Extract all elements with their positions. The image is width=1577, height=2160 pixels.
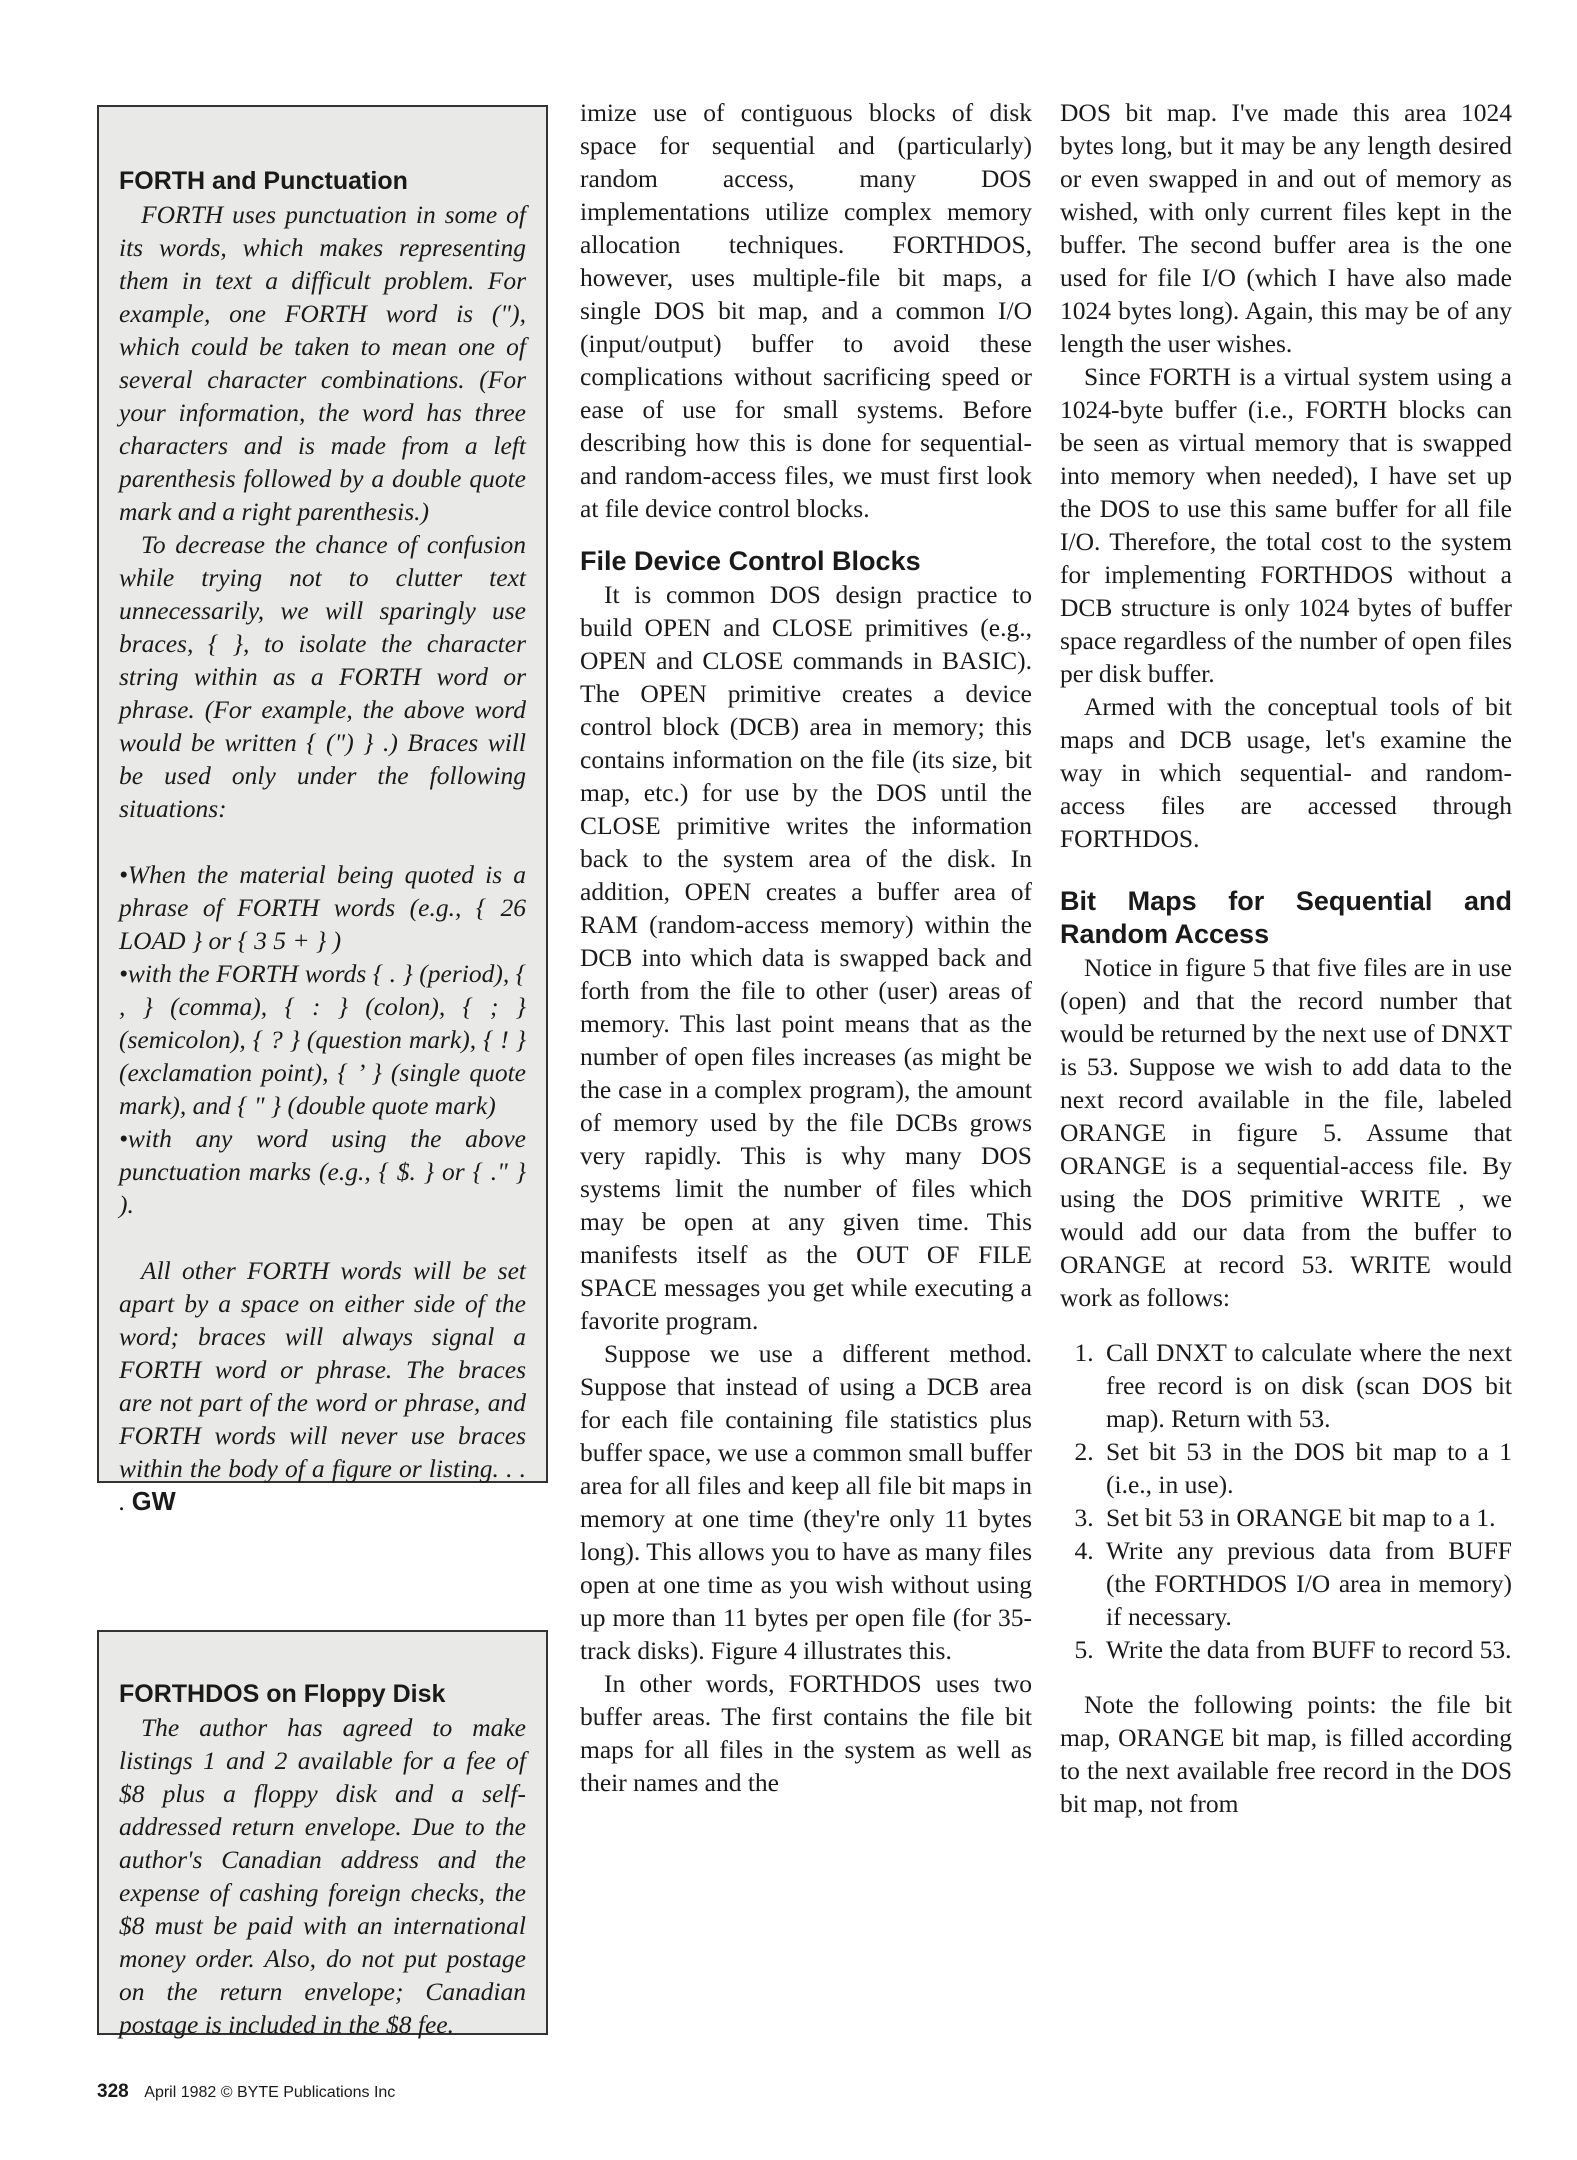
sidebar-forth-punctuation <box>97 105 548 1516</box>
list-item: 5. Write the data from BUFF to record 53. <box>1100 1633 1512 1666</box>
paragraph: Note the following points: the file bit map, ORANGE bit map, is filled according to the next available free record in the DOS bit map, not from <box>1060 1690 1512 1818</box>
sidebar-bullet: •with the FORTH words { . } (period), { , } (comma), { : } (colon), { ; } (semicolon), { ? } (question mark), { ! } (exclamation point), { ’ } (single quote mark), and { " } (double quote mark) <box>119 959 526 1120</box>
list-item: 3. Set bit 53 in ORANGE bit map to a 1. <box>1100 1501 1512 1534</box>
article-column-2 <box>580 96 1032 1799</box>
section-heading: File Device Control Blocks <box>580 546 921 576</box>
paragraph: Suppose we use a different method. Suppose that instead of using a DCB area for each file containing file statistics plus buffer space, we use a common small buffer area for all files and keep all file bit maps in memory at one time (they're only 11 bytes long). This allows you to have as many files open at one time as you wish without using up more than 11 bytes per open file (for 35-track disks). Figure 4 illustrates this. <box>580 1339 1032 1665</box>
sidebar-paragraph: FORTH uses punctuation in some of its words, which makes representing them in text a difficult problem. For example, one FORTH word is ("), which could be taken to mean one of several character combinations. (For your information, the word has three characters and is made from a left parenthesis followed by a double quote mark and a right parenthesis.) <box>119 200 526 526</box>
sidebar-bullet: •When the material being quoted is a phrase of FORTH words (e.g., { 26 LOAD } or { 3 5 + } ) <box>119 860 526 955</box>
paragraph: It is common DOS design practice to build OPEN and CLOSE primitives (e.g., OPEN and CLOSE commands in BASIC). The OPEN primitive creates a device control block (DCB) area in memory; this contains information on the file (its size, bit map, etc.) for use by the DOS until the CLOSE primitive writes the information back to the system area of the disk. In addition, OPEN creates a buffer area of RAM (random-access memory) within the DCB into which data is swapped back and forth from the file to other (user) areas of memory. This last point means that as the number of open files increases (as might be the case in a complex program), the amount of memory used by the file DCBs grows very rapidly. This is why many DOS systems limit the number of files which may be open at any given time. This manifests itself as the OUT OF FILE SPACE messages you get while executing a favorite program. <box>580 580 1032 1335</box>
article-column-3 <box>1060 96 1512 1820</box>
page-footer <box>97 2075 395 2109</box>
sidebar-paragraph: The author has agreed to make listings 1 and 2 available for a fee of $8 plus a floppy disk and a self-addressed return envelope. Due to the author's Canadian address and the expense of cashing foreign checks, the $8 must be paid with an international money order. Also, do not put postage on the return envelope; Canadian postage is included in the $8 fee. <box>119 1713 526 2039</box>
paragraph: Since FORTH is a virtual system using a 1024-byte buffer (i.e., FORTH blocks can be seen as virtual memory that is swapped into memory when needed), I have set up the DOS to use this same buffer for all file I/O. Therefore, the total cost to the system for implementing FORTHDOS without a DCB structure is only 1024 bytes of buffer space regardless of the number of open files per disk buffer. <box>1060 362 1512 688</box>
sidebar-paragraph: To decrease the chance of confusion while trying not to clutter text unnecessarily, we will sparingly use braces, { }, to isolate the character string within as a FORTH word or phrase. (For example, the above word would be written { (") } .) Braces will be used only under the following situations: <box>119 530 526 823</box>
sidebar-closing <box>119 1254 526 1519</box>
list-item: 1. Call DNXT to calculate where the next free record is on disk (scan DOS bit map). Return with 53. <box>1100 1336 1512 1435</box>
paragraph: Armed with the conceptual tools of bit maps and DCB usage, let's examine the way in which sequential- and random-access files are accessed through FORTHDOS. <box>1060 692 1512 853</box>
paragraph: Notice in figure 5 that five files are in use (open) and that the record number that would be returned by the next use of DNXT is 53. Suppose we wish to add data to the next record available in the file, labeled ORANGE in figure 5. Assume that ORANGE is a sequential-access file. By using the DOS primitive WRITE , we would add our data from the buffer to ORANGE at record 53. WRITE would work as follows: <box>1060 953 1512 1312</box>
list-item: 4. Write any previous data from BUFF (the FORTHDOS I/O area in memory) if necessary. <box>1100 1534 1512 1633</box>
paragraph: In other words, FORTHDOS uses two buffer areas. The first contains the file bit maps for all files in the system as well as their names and the <box>580 1669 1032 1797</box>
list-item: 2. Set bit 53 in the DOS bit map to a 1 (i.e., in use). <box>1100 1435 1512 1501</box>
write-steps-list <box>1060 1336 1512 1666</box>
sidebar-title: FORTH and Punctuation <box>119 167 408 195</box>
closing-text: All other FORTH words will be set apart by a space on either side of the word; braces will always signal a FORTH word or phrase. The braces are not part of the word or phrase, and FORTH words will never use braces within the body of a figure or listing. . . . <box>119 1256 526 1516</box>
paragraph: imize use of contiguous blocks of disk space for sequential and (particularly) random access, many DOS implementations utilize complex memory allocation techniques. FORTHDOS, however, uses multiple-file bit maps, a single DOS bit map, and a common I/O (input/output) buffer to avoid these complications without sacrificing speed or ease of use for small systems. Before describing how this is done for sequential- and random-access files, we must first look at file device control blocks. <box>580 98 1032 523</box>
sidebar-bullet: •with any word using the above punctuation marks (e.g., { $. } or { ." } ). <box>119 1124 526 1219</box>
signature: GW <box>131 1488 176 1516</box>
page-number: 328 <box>97 2081 129 2102</box>
sidebar-forthdos-floppy <box>97 1630 548 2039</box>
paragraph: DOS bit map. I've made this area 1024 bytes long, but it may be any length desired or even swapped in and out of memory as wished, with only current files kept in the buffer. The second buffer area is the one used for file I/O (which I have also made 1024 bytes long). Again, this may be of any length the user wishes. <box>1060 98 1512 358</box>
sidebar-title: FORTHDOS on Floppy Disk <box>119 1680 446 1708</box>
section-heading: Bit Maps for Sequential and Random Access <box>1060 886 1512 949</box>
publication-credit: April 1982 © BYTE Publications Inc <box>144 2084 396 2101</box>
